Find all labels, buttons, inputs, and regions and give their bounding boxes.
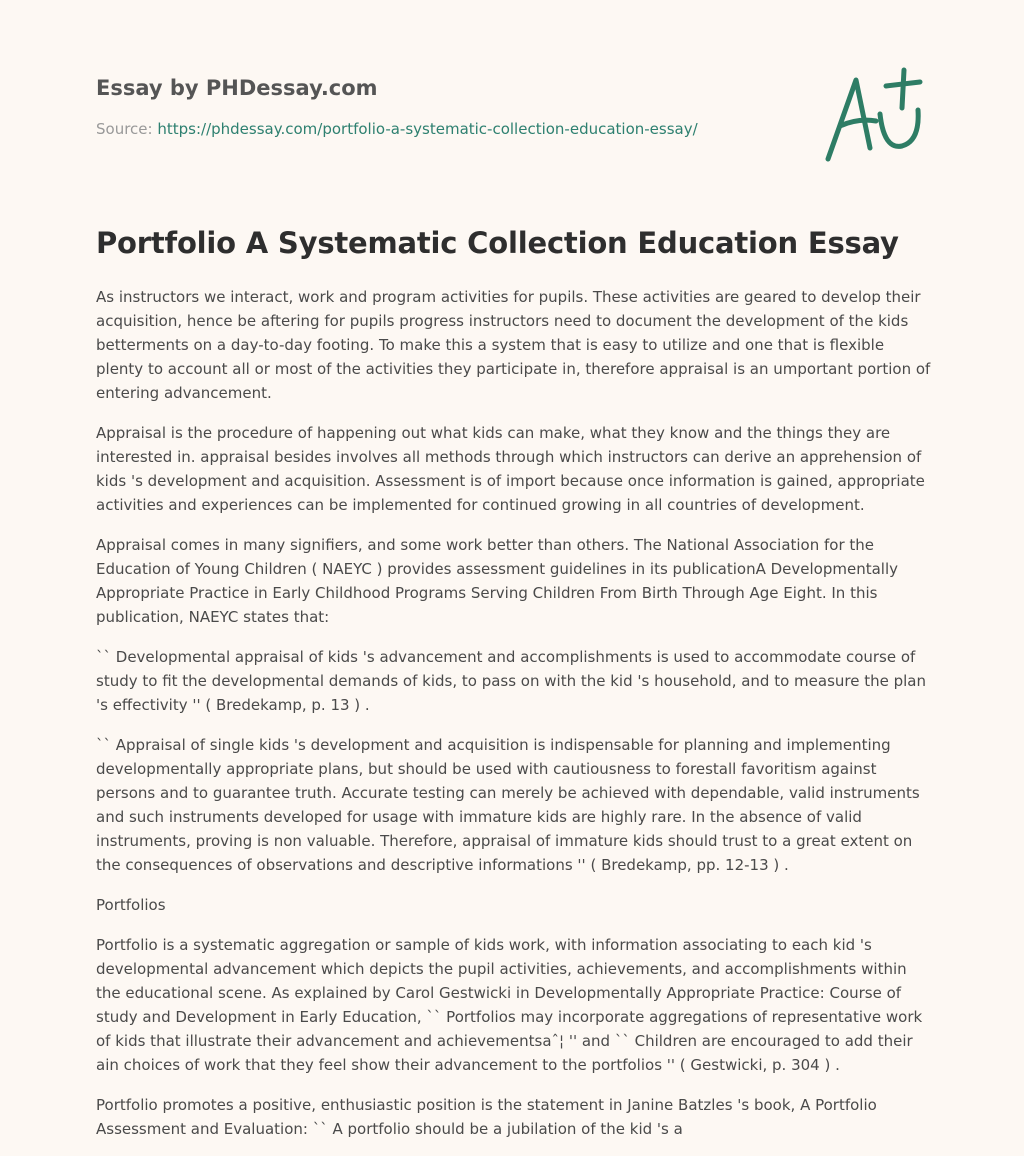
essay-body bbox=[96, 285, 932, 1156]
quote-paragraph: `` Developmental appraisal of kids 's advancement and accomplishments is used to accommodate course of study to fit the developmental demands of kids, to pass on with the kid 's household, and to measure the plan 's effectivity '' ( Bredekamp, p. 13 ) . bbox=[96, 648, 927, 714]
paragraph: As instructors we interact, work and program activities for pupils. These activities are geared to develop their acquisition, hence be aftering for pupils progress instructors need to document the development of the kids betterments on a day-to-day footing. To make this a system that is easy to utilize and one that is flexible plenty to account all or most of the activities they participate in, therefore appraisal is an umportant portion of entering advancement. bbox=[96, 288, 931, 402]
paragraph: Appraisal is the procedure of happening out what kids can make, what they know and the things they are interested in. appraisal besides involves all methods through which instructors can derive an apprehension of kids 's development and acquisition. Assessment is of import because once information is gained, appropriate activities and experiences can be implemented for continued growing in all countries of development. bbox=[96, 424, 925, 514]
source-line bbox=[96, 120, 698, 138]
header bbox=[96, 76, 698, 138]
site-brand: Essay by PHDessay.com bbox=[96, 76, 378, 100]
paragraph: Portfolio promotes a positive, enthusiastic position is the statement in Janine Batzles 's book, A Portfolio Assessment and Evaluation: `` A portfolio should be a jubilation of the kid 's a bbox=[96, 1096, 877, 1138]
paragraph: Appraisal comes in many signifiers, and some work better than others. The National Association for the Education of Young Children ( NAEYC ) provides assessment guidelines in its publicationA Developmentally Appropriate Practice in Early Childhood Programs Serving Children From Birth Through Age Eight. In this publication, NAEYC states that: bbox=[96, 536, 899, 626]
quote-paragraph: `` Appraisal of single kids 's development and acquisition is indispensable for planning and implementing developmentally appropriate plans, but should be used with cautiousness to forestall favoritism against persons and to guarantee truth. Accurate testing can merely be achieved with dependable, valid instruments and such instruments developed for usage with immature kids are highly rare. In the absence of valid instruments, proving is non valuable. Therefore, appraisal of immature kids should trust to a great extent on the consequences of observations and descriptive informations '' ( Bredekamp, pp. 12-13 ) . bbox=[96, 736, 920, 874]
essay-title: Portfolio A Systematic Collection Education Essay bbox=[96, 226, 899, 260]
source-label: Source: bbox=[96, 120, 153, 138]
a-plus-logo-icon bbox=[818, 66, 930, 166]
section-heading: Portfolios bbox=[96, 896, 166, 914]
source-link[interactable]: https://phdessay.com/portfolio-a-systematic-collection-education-essay/ bbox=[157, 120, 698, 138]
paragraph: Portfolio is a systematic aggregation or sample of kids work, with information associating to each kid 's developmental advancement which depicts the pupil activities, achievements, and accomplishments within the educational scene. As explained by Carol Gestwicki in Developmentally Appropriate Practice: Course of study and Development in Early Education, `` Portfolios may incorporate aggregations of representative work of kids that illustrate their advancement and achievementsaˆ¦ '' and `` Children are encouraged to add their ain choices of work that they feel show their advancement to the portfolios '' ( Gestwicki, p. 304 ) . bbox=[96, 936, 923, 1074]
